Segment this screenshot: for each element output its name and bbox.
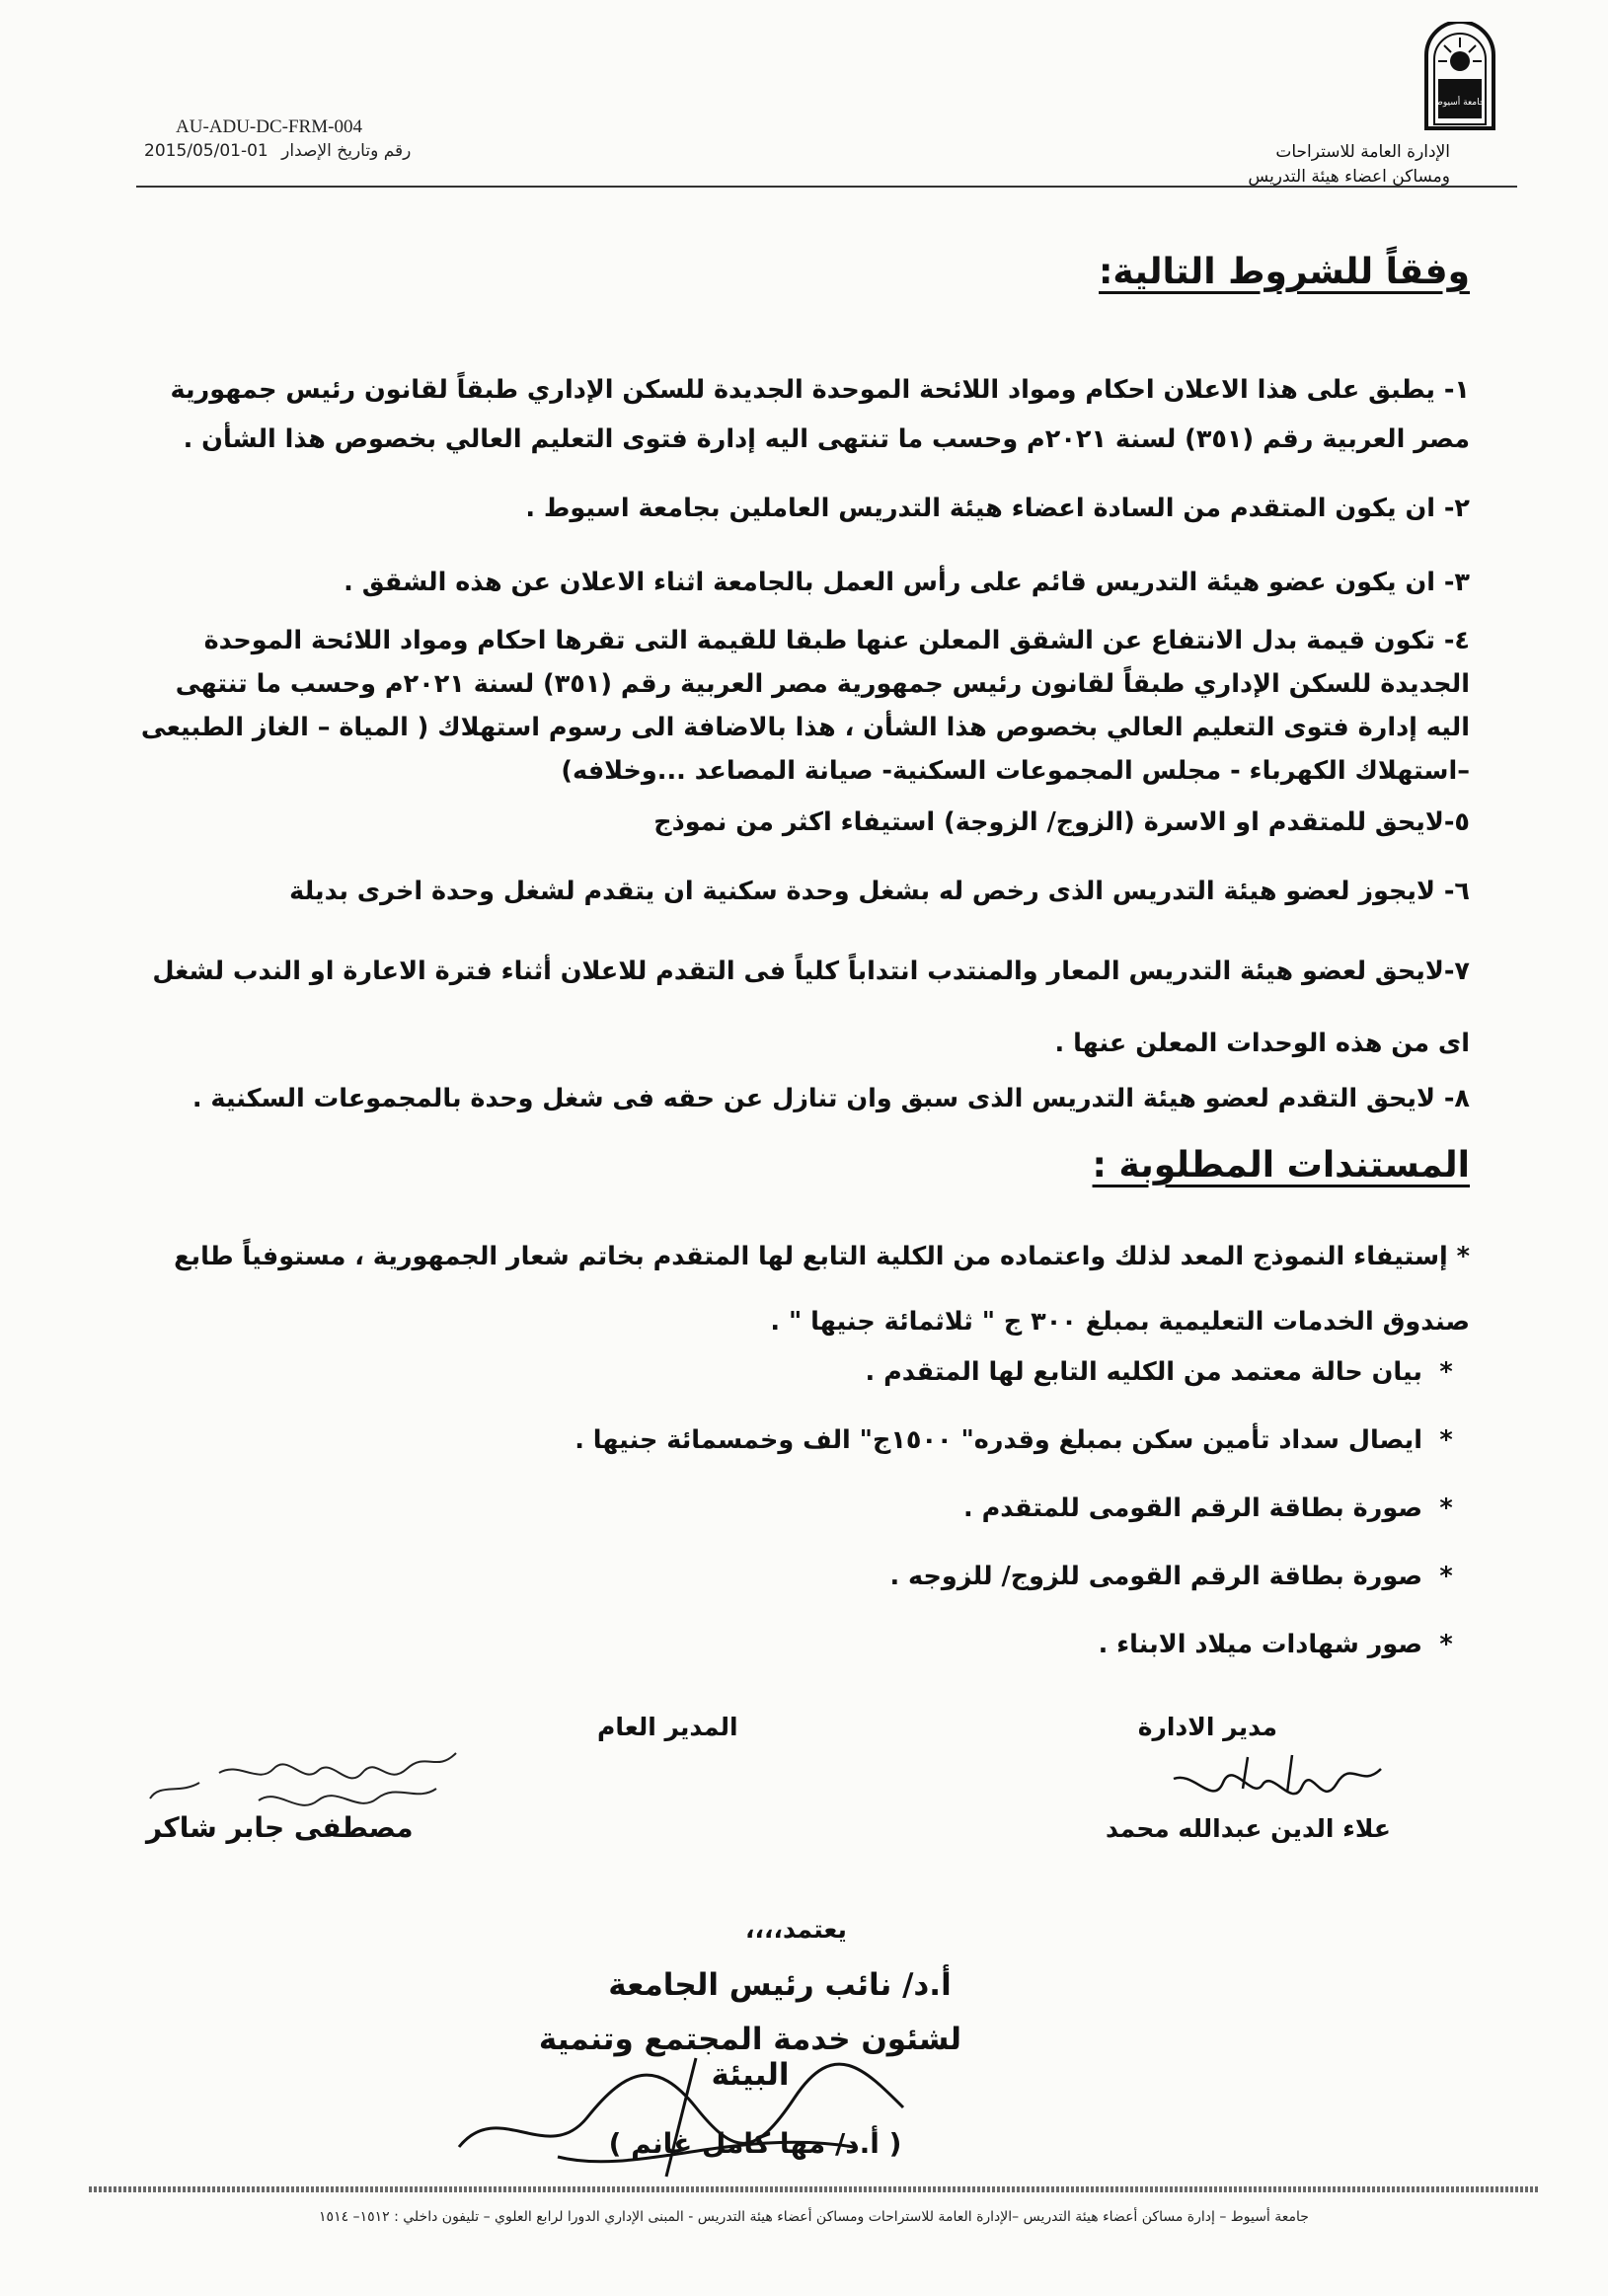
manager-name: علاء الدين عبدالله محمد [1106, 1814, 1391, 1843]
issue-date-line [144, 141, 419, 161]
footer-divider [89, 2186, 1539, 2192]
list-item [132, 1489, 1470, 1557]
manager-title: مدير الادارة [1137, 1713, 1277, 1741]
document-item-5: صور شهادات ميلاد الابناء . [1098, 1630, 1422, 1659]
general-manager-name: مصطفى جابر شاكر [146, 1811, 414, 1844]
condition-item-8: ٨- لايحق التقدم لعضو هيئة التدريس الذى سبق وان تنازل عن حقه فى شغل وحدة بالمجموعات السكنية . [191, 1084, 1470, 1113]
general-manager-title: المدير العام [597, 1713, 738, 1741]
condition-item-2: ٢- ان يكون المتقدم من السادة اعضاء هيئة التدريس العاملين بجامعة اسيوط . [525, 494, 1470, 523]
condition-item-1: ١- يطبق على هذا الاعلان احكام ومواد اللائحة الموحدة الجديدة للسكن الإداري طبقاً لقانون رئيس جمهورية مصر العربية رقم (٣٥١) لسنة ٢٠٢١م وحسب ما تنتهى اليه إدارة فتوى التعليم العالي بخصوص هذا الشأن . [170, 375, 1470, 454]
list-item [132, 1557, 1470, 1625]
list-item [132, 1625, 1470, 1693]
conditions-heading: وفقاً للشروط التالية: [1099, 252, 1470, 292]
bullet-icon: * [1439, 1630, 1453, 1659]
bullet-icon: * [1439, 1357, 1453, 1387]
condition-item-3: ٣- ان يكون عضو هيئة التدريس قائم على رأس العمل بالجامعة اثناء الاعلان عن هذه الشقق . [344, 568, 1470, 597]
university-logo [1420, 22, 1499, 130]
condition-item-7: ٧-لايحق لعضو هيئة التدريس المعار والمنتدب انتداباً كلياً فى التقدم للاعلان أثناء فترة الاعارة او الندب لشغل اى من هذه الوحدات المعلن عنها . [152, 957, 1470, 1058]
bullet-icon: * [1439, 1562, 1453, 1591]
bullet-icon: * [1439, 1493, 1453, 1523]
org-name [1095, 140, 1450, 190]
vice-president-signature [439, 2038, 953, 2196]
list-item [132, 1352, 1470, 1420]
document-item-2: ايصال سداد تأمين سكن بمبلغ وقدره" ١٥٠٠ج" الف وخمسمائة جنيها . [574, 1425, 1422, 1455]
condition-item-5: ٥-لايحق للمتقدم او الاسرة (الزوج/ الزوجة) استيفاء اكثر من نموذج [653, 807, 1470, 837]
documents-list [132, 1352, 1470, 1693]
logo-text: جامعة أسيوط [1434, 98, 1486, 108]
vice-president-title: أ.د/ نائب رئيس الجامعة [608, 1967, 952, 2003]
header-divider [136, 186, 1517, 188]
general-manager-signature [140, 1743, 466, 1808]
document-item-4: صورة بطاقة الرقم القومى للزوج/ للزوجه . [889, 1562, 1422, 1591]
documents-heading: المستندات المطلوبة : [1092, 1145, 1470, 1186]
document-code: AU-ADU-DC-FRM-004 [176, 116, 362, 137]
document-item-1: بيان حالة معتمد من الكليه التابع لها المتقدم . [865, 1357, 1422, 1387]
approval-label: يعتمد،،،، [745, 1915, 847, 1944]
org-line-1: الإدارة العامة للاستراحات [1275, 142, 1450, 162]
vice-president-affairs: لشئون خدمة المجتمع وتنمية البيئة [538, 2022, 962, 2093]
issue-date-label: رقم وتاريخ الإصدار [281, 141, 412, 161]
vice-president-name: ( أ.د/ مها كامل غانم ) [608, 2127, 902, 2160]
documents-intro: * إستيفاء النموذج المعد لذلك واعتماده من الكلية التابع لها المتقدم بخاتم شعار الجمهورية ، مستوفياً طابع صندوق الخدمات التعليمية بمبلغ ٣٠٠ ج " ثلاثمائة جنيها " . [174, 1242, 1470, 1337]
condition-item-6: ٦- لايجوز لعضو هيئة التدريس الذى رخص له بشغل وحدة سكنية ان يتقدم لشغل وحدة اخرى بديلة [289, 877, 1470, 906]
bullet-icon: * [1439, 1425, 1453, 1455]
issue-date: 2015/05/01-01 [144, 141, 268, 161]
condition-item-4: ٤- تكون قيمة بدل الانتفاع عن الشقق المعلن عنها طبقا للقيمة التى تقرها احكام ومواد اللائحة الموحدة الجديدة للسكن الإداري طبقاً لقانون رئيس جمهورية مصر العربية رقم (٣٥١) لسنة ٢٠٢١م وحسب ما تنتهى اليه إدارة فتوى التعليم العالي بخصوص هذا الشأن ، هذا بالاضافة الى رسوم استهلاك ( المياة – الغاز الطبيعى –استهلاك الكهرباء - مجلس المجموعات السكنية- صيانة المصاعد ...وخلافه) [140, 626, 1470, 786]
document-item-3: صورة بطاقة الرقم القومى للمتقدم . [963, 1493, 1422, 1523]
manager-signature [1154, 1749, 1391, 1810]
org-line-2: ومساكن اعضاء هيئة التدريس [1248, 167, 1450, 187]
footer-address: جامعة أسيوط – إدارة مساكن أعضاء هيئة التدريس –الإدارة العامة للاستراحات ومساكن أعضاء هيئة التدريس - المبنى الإداري الدورا لرابع العلوي – تليفون داخلي : ١٥١٢– ١٥١٤ [319, 2209, 1309, 2225]
list-item [132, 1420, 1470, 1489]
